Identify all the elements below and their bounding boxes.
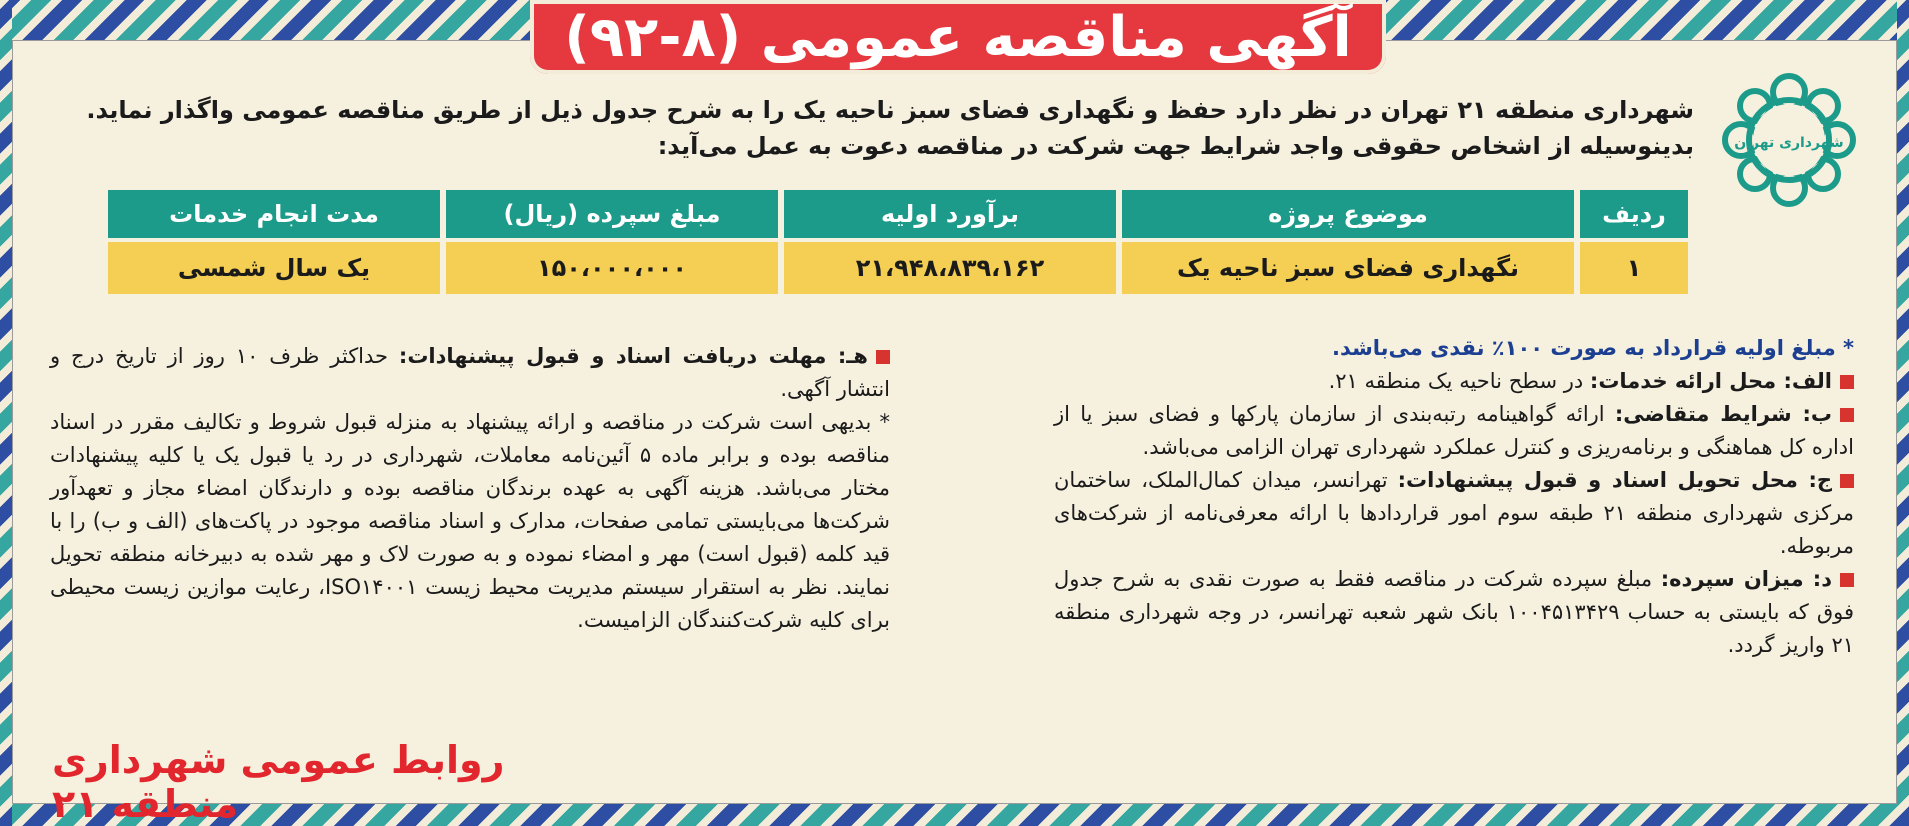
- clause-he-heading: هـ: مهلت دریافت اسناد و قبول پیشنهادات:: [398, 344, 868, 368]
- clause-he-text: حداکثر ظرف ۱۰ روز از تاریخ درج و انتشار آگهی.: [50, 344, 890, 401]
- clause-jim-heading: ج: محل تحویل اسناد و قبول پیشنهادات:: [1397, 468, 1832, 492]
- page-title: آگهی مناقصه عمومی (۸-۹۲): [564, 4, 1352, 70]
- payment-note: * مبلغ اولیه قرارداد به صورت ۱۰۰٪ نقدی می‌باشد.: [1332, 336, 1854, 360]
- cell-service-duration: یک سال شمسی: [108, 242, 440, 294]
- clause-alef-text: در سطح ناحیه یک منطقه ۲۱.: [1328, 369, 1590, 393]
- cell-initial-estimate: ۲۱،۹۴۸،۸۳۹،۱۶۲: [784, 242, 1116, 294]
- tender-table: [102, 186, 1694, 298]
- clause-dal-text: مبلغ سپرده شرکت در مناقصه فقط به صورت نقدی به شرح جدول فوق که بایستی به حساب ۱۰۰۴۵۱۳۴۲۹ بانک شهر شعبه تهرانسر، در وجه شهرداری منطقه ۲۱ واریز گردد.: [1054, 567, 1854, 657]
- header-service-duration: مدت انجام خدمات: [108, 190, 440, 238]
- clause-dal-heading: د: میزان سپرده:: [1660, 567, 1832, 591]
- clause-be-heading: ب: شرایط متقاضی:: [1614, 402, 1832, 426]
- title-banner: [530, 0, 1386, 74]
- clause-alef: [1054, 365, 1854, 398]
- clause-be-text: ارائه گواهینامه رتبه‌بندی از سازمان پارکها و فضای سبز یا از اداره کل هماهنگی و برنامه‌ریزی و کنترل عملکرد شهرداری تهران الزامی می‌باشد.: [1054, 402, 1854, 459]
- clause-jim: [1054, 464, 1854, 563]
- clause-marker-icon: [876, 350, 890, 364]
- clause-be: [1054, 398, 1854, 464]
- header-project-subject: موضوع پروژه: [1122, 190, 1574, 238]
- clause-alef-heading: الف: محل ارائه خدمات:: [1589, 369, 1832, 393]
- left-column: [50, 340, 890, 637]
- general-conditions-note: * بدیهی است شرکت در مناقصه و ارائه پیشنهاد به منزله قبول شروط و تکالیف مقرر در اسناد مناقصه بوده و برابر ماده ۵ آئین‌نامه معاملات، شهرداری در رد یا قبول یک یا کلیه پیشنهادات مختار می‌باشد. هزینه آگهی به عهده برندگان مناقصه بوده و دارندگان امضاء مجاز و تعهدآور شرکت‌ها می‌بایستی تمامی صفحات، مدارک و اسناد مناقصه موجود در پاکت‌های (الف و ب) را با قید کلمه (قبول است) مهر و امضاء نموده و به صورت لاک و مهر شده به دبیرخانه منطقه تحویل نمایند. نظر به استقرار سیستم مدیریت محیط زیست ISO۱۴۰۰۱، رعایت موازین زیست محیطی برای کلیه شرکت‌کنندگان الزامیست.: [50, 410, 890, 632]
- table-row: [108, 242, 1688, 294]
- header-row-number: ردیف: [1580, 190, 1688, 238]
- header-initial-estimate: برآورد اولیه: [784, 190, 1116, 238]
- svg-text:شهرداری تهران: شهرداری تهران: [1734, 135, 1844, 151]
- intro-text: [54, 92, 1694, 164]
- clause-marker-icon: [1840, 408, 1854, 422]
- clause-dal: [1054, 563, 1854, 662]
- table-header-row: [108, 190, 1688, 238]
- cell-project-subject: نگهداری فضای سبز ناحیه یک: [1122, 242, 1574, 294]
- right-airmail-border: [1897, 0, 1909, 826]
- public-relations-signature: روابط عمومی شهرداری منطقه ۲۱: [52, 738, 505, 826]
- right-column: [1054, 332, 1854, 662]
- tehran-municipality-logo-icon: [1719, 70, 1859, 210]
- cell-row-number: ۱: [1580, 242, 1688, 294]
- clause-marker-icon: [1840, 474, 1854, 488]
- left-airmail-border: [0, 0, 12, 826]
- clause-jim-text: تهرانسر، میدان کمال‌الملک، ساختمان مرکزی شهرداری منطقه ۲۱ طبقه سوم امور قراردادها با ارائه معرفی‌نامه از شرکت‌های مربوطه.: [1054, 468, 1854, 558]
- cell-deposit-amount: ۱۵۰،۰۰۰،۰۰۰: [446, 242, 778, 294]
- intro-line-2: بدینوسیله از اشخاص حقوقی واجد شرایط جهت شرکت در مناقصه دعوت به عمل می‌آید:: [657, 132, 1694, 160]
- intro-line-1: شهرداری منطقه ۲۱ تهران در نظر دارد حفظ و نگهداری فضای سبز ناحیه یک را به شرح جدول ذیل از طریق مناقصه عمومی واگذار نماید.: [86, 96, 1694, 124]
- clause-marker-icon: [1840, 573, 1854, 587]
- clause-he: [50, 340, 890, 406]
- clause-marker-icon: [1840, 375, 1854, 389]
- header-deposit-amount: مبلغ سپرده (ریال): [446, 190, 778, 238]
